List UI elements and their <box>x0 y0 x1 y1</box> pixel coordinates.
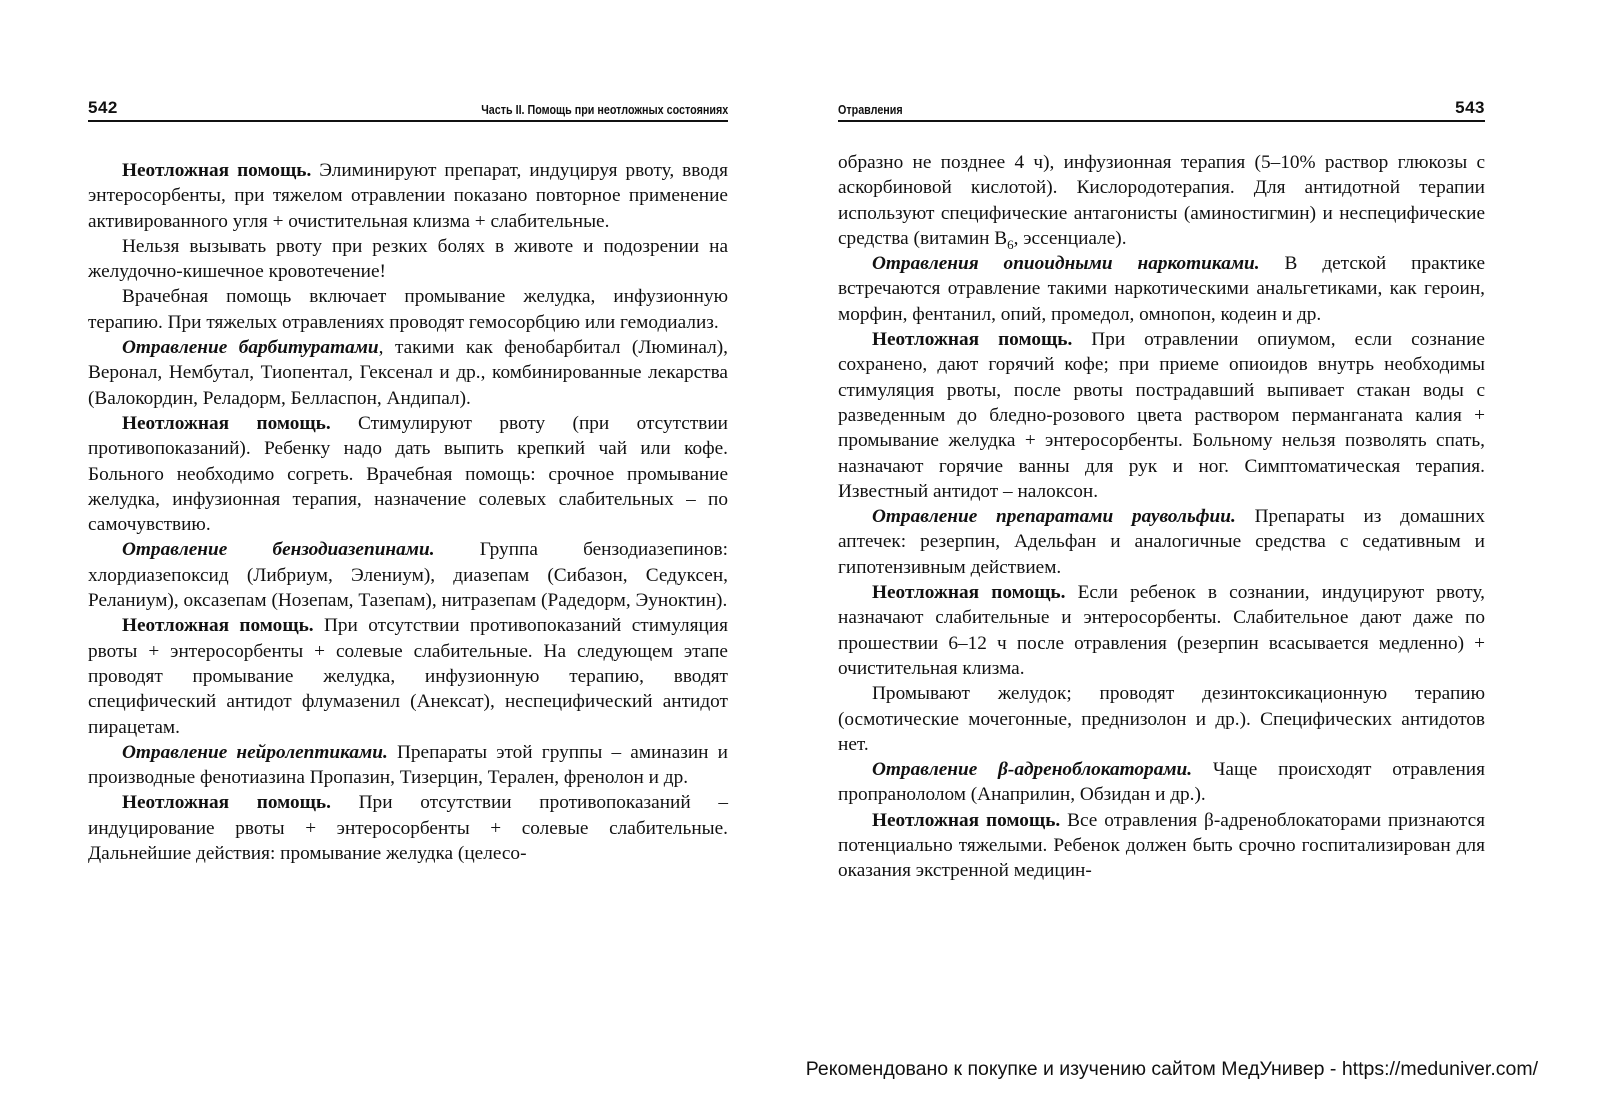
right-page <box>838 0 1485 1060</box>
running-header <box>88 90 728 122</box>
paragraph <box>838 580 1485 681</box>
paragraph-text: Если ребенок в сознании, индуцируют рвоту, назначают слабительные и энтеросорбенты. Слабительное дают даже по прошествии 6–12 ч после отравления (резерпин всасывается медленно) + очистительная клизма. <box>838 582 1486 679</box>
paragraph-text: Стимулируют рвоту (при отсутствии противопоказаний). Ребенку надо дать выпить крепкий чай или кофе. Больного необходимо согреть. Врачебная помощь: срочное промывание желудка, инфузионная терапия, назначение солевых слабительных – по самочувствию. <box>88 412 729 536</box>
paragraph-text: Группа бензодиазепинов: хлордиазепоксид (Либриум, Элениум), диазепам (Сибазон, Седуксен, Реланиум), оксазепам (Нозепам, Тазепам), нитразепам (Радедорм, Эуноктин). <box>88 539 729 612</box>
paragraph <box>88 740 728 791</box>
paragraph-text: Врачебная помощь включает промывание желудка, инфузионную терапию. При тяжелых отравлениях проводят гемосорбцию или гемодиализ. <box>88 286 728 333</box>
subscript: 6 <box>1007 236 1014 252</box>
paragraph <box>88 411 728 537</box>
paragraph-text: Промывают желудок; проводят дезинтоксикационную терапию (осмотические мочегонные, преднизолон и др.). Специфических антидотов нет. <box>838 683 1485 755</box>
section-heading: Отравление бензодиазепинами. <box>122 539 435 561</box>
paragraph-text: , такими как фенобарбитал (Люминал), Веронал, Нембутал, Тиопентал, Гексенал и др., комбинированные лекарства (Валокордин, Реладорм, Белласпон, Андипал). <box>88 337 729 409</box>
paragraph-lead: Неотложная помощь. <box>872 329 1073 351</box>
paragraph-text: При отсутствии противопоказаний стимуляция рвоты + энтеросорбенты + солевые слабительные. На следующем этапе проводят промывание желудка, инфузионную терапию, вводят специфический антидот флумазенил (Анексат), неспецифический антидот пирацетам. <box>88 615 728 738</box>
paragraph-text: образно не позднее 4 ч), инфузионная терапия (5–10% раствор глюкозы с аскорбиновой кислотой). Кислородотерапия. Для антидотной терапии используют специфические антагонисты (аминостигмин) и неспецифические средства (витамин B <box>838 152 1485 249</box>
paragraph <box>838 808 1485 884</box>
page-number: 543 <box>1455 98 1485 117</box>
paragraph-text: В детской практике встречаются отравление такими наркотическими анальгетиками, как героин, морфин, фентанил, опий, промедол, омнопон, кодеин и др. <box>838 253 1485 325</box>
paragraph <box>838 504 1485 580</box>
left-page <box>88 0 728 1060</box>
section-heading: Отравления опиоидными наркотиками. <box>872 253 1260 275</box>
paragraph <box>88 284 728 335</box>
paragraph <box>838 327 1485 504</box>
paragraph <box>838 757 1485 808</box>
section-heading: Отравление β-адреноблокаторами. <box>872 759 1193 781</box>
section-heading: Отравление нейролептиками. <box>122 741 388 763</box>
continued-paragraph <box>838 150 1485 251</box>
paragraph <box>838 681 1485 757</box>
page-number: 542 <box>88 98 118 117</box>
paragraph-text: , эссенциале). <box>1013 227 1127 249</box>
paragraph <box>88 234 728 285</box>
paragraph-lead: Неотложная помощь. <box>872 809 1061 831</box>
paragraph-text: Элиминируют препарат, индуцируя рвоту, вводя энтеросорбенты, при тяжелом отравлении показано повторное применение активированного угля + очистительная клизма + слабительные. <box>88 160 728 232</box>
paragraph-text: При отсутствии противопоказаний – индуцирование рвоты + энтеросорбенты + солевые слабительные. Дальнейшие действия: промывание желудка (целесо- <box>88 792 728 865</box>
paragraph-lead: Неотложная помощь. <box>122 160 312 181</box>
paragraph <box>88 158 728 234</box>
page-body <box>88 158 728 866</box>
paragraph-lead: Неотложная помощь. <box>122 792 331 814</box>
running-header <box>838 90 1485 122</box>
paragraph <box>88 335 728 411</box>
paragraph-text: Препараты этой группы – аминазин и производные фенотиазина Пропазин, Тизерцин, Терален, френолон и др. <box>88 741 728 789</box>
paragraph-lead: Неотложная помощь. <box>122 412 331 434</box>
section-heading: Отравление препаратами раувольфии. <box>872 506 1236 528</box>
paragraph <box>88 537 728 613</box>
paragraph-text: Все отравления β-адреноблокаторами признаются потенциально тяжелыми. Ребенок должен быть срочно госпитализирован для оказания экстренной медицин- <box>838 809 1485 882</box>
section-heading: Отравление барбитуратами <box>122 337 379 359</box>
running-title: Часть II. Помощь при неотложных состояниях <box>481 103 728 117</box>
page-body <box>838 150 1485 884</box>
watermark-note: Рекомендовано к покупке и изучению сайтом МедУнивер - https://meduniver.com/ <box>805 1058 1538 1080</box>
paragraph <box>88 613 728 739</box>
paragraph-text: При отравлении опиумом, если сознание сохранено, дают горячий кофе; при приеме опиоидов внутрь необходимы стимуляция рвоты, после рвоты пострадавший выпивает стакан воды с разведенным до бледно-розового цвета раствором перманганата калия + промывание желудка + энтеросорбенты. Больному нельзя позволять спать, назначают горячие ванны для рук и ног. Симптоматическая терапия. Известный антидот – налоксон. <box>838 329 1485 502</box>
paragraph-text: Препараты из домашних аптечек: резерпин, Адельфан и аналогичные средства с седативным и гипотензивным действием. <box>838 506 1485 578</box>
paragraph-text: Чаще происходят отравления пропранололом (Анаприлин, Обзидан и др.). <box>838 759 1485 806</box>
paragraph <box>838 251 1485 327</box>
paragraph-lead: Неотложная помощь. <box>122 615 314 637</box>
paragraph <box>88 790 728 866</box>
running-title: Отравления <box>838 103 903 117</box>
paragraph-text: Нельзя вызывать рвоту при резких болях в животе и подозрении на желудочно-кишечное кровотечение! <box>88 235 728 283</box>
paragraph-lead: Неотложная помощь. <box>872 582 1066 604</box>
